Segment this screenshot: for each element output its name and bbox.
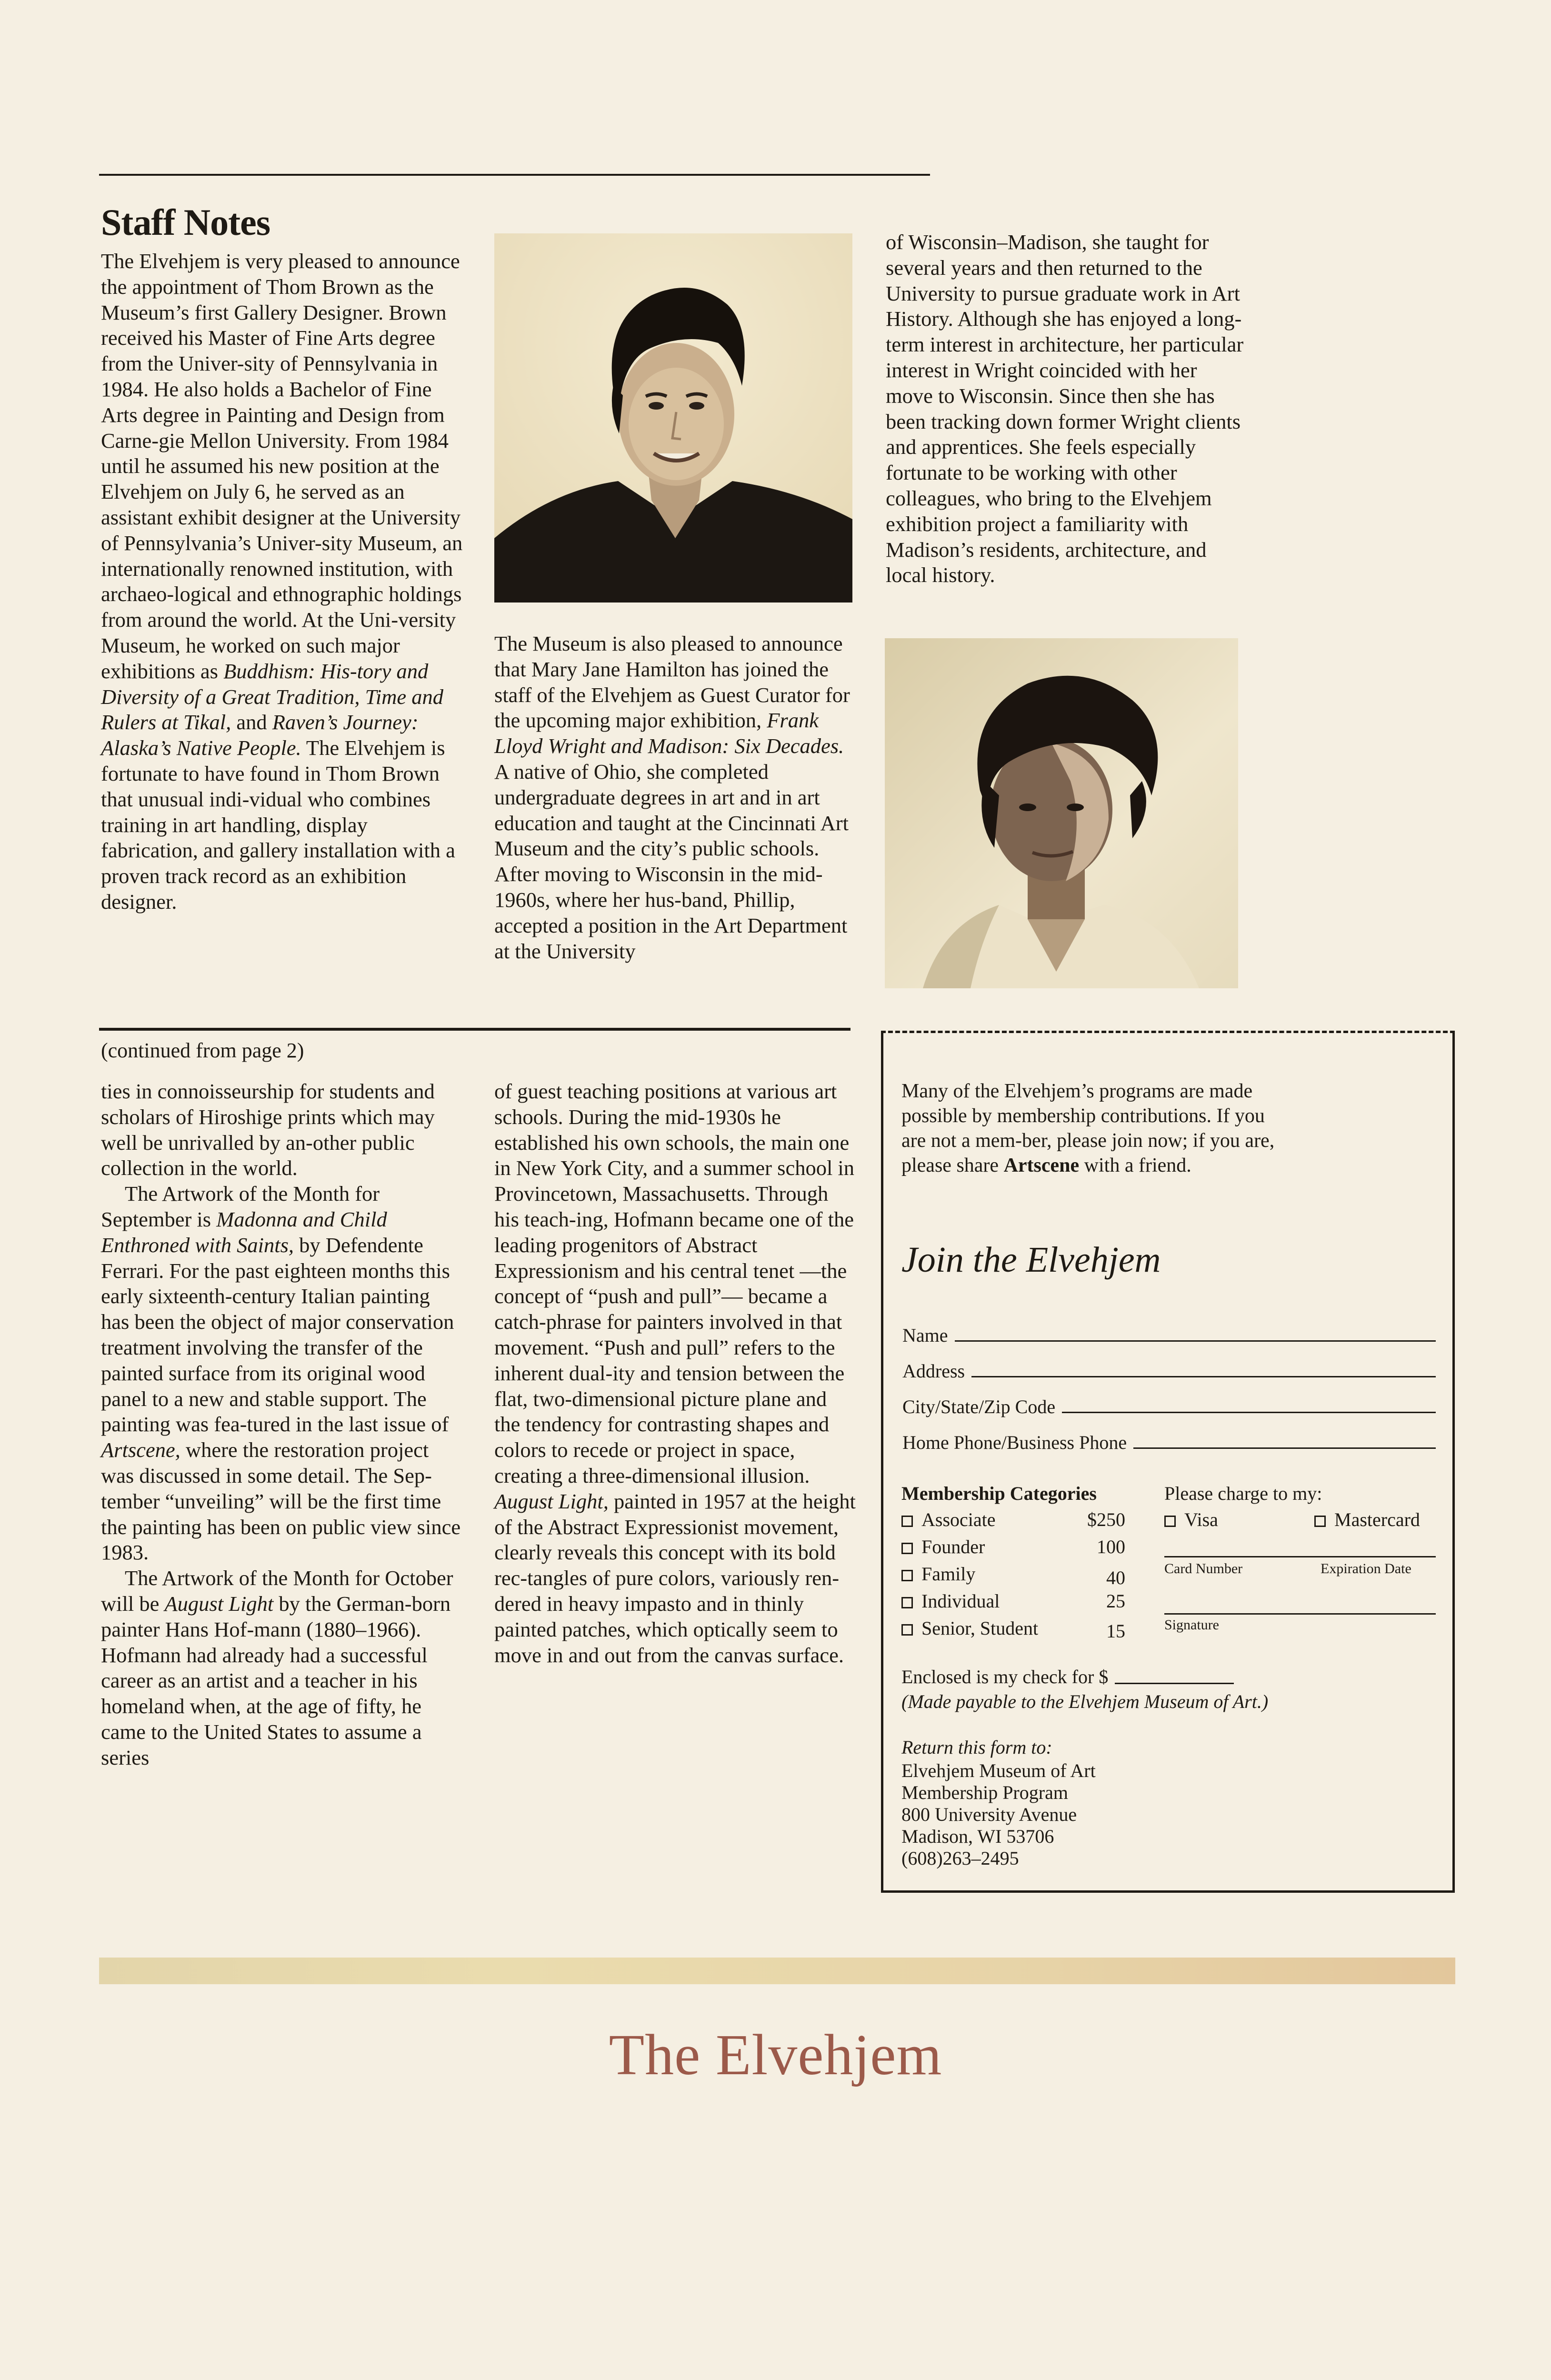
- signature-line[interactable]: [1164, 1613, 1436, 1615]
- checkbox-icon[interactable]: [1314, 1516, 1326, 1527]
- continued-column-1: ties in connoisseurship for students and scholars of Hiroshige prints which may well be unrivalled by an-other public collection in the world. The Artwork of the Month for September is Madonna and Child Enthroned with Saints, by Defendente Ferrari. For the past eighteen months this early sixteenth-century Italian painting has been the object of major conservation treatment involving the transfer of the painted surface from its original wood panel to a new and stable support. The painting was fea-tured in the last issue of Artscene, where the restoration project was discussed in some detail. The Sep-tember “unveiling” will be the first time the painting has been on public view since 1983. The Artwork of the Month for October will be August Light by the German-born painter Hans Hof-mann (1880–1966). Hofmann had already had a successful career as an artist and a teacher in his homeland when, at the age of fifty, he came to the United States to assume a series: [101, 1079, 461, 1769]
- card-number-line[interactable]: [1164, 1556, 1436, 1557]
- expiration-label: Expiration Date: [1321, 1561, 1411, 1577]
- city-state-zip-input-line[interactable]: [1062, 1412, 1436, 1413]
- return-label: Return this form to:: [901, 1737, 1052, 1758]
- top-rule: [99, 174, 930, 176]
- category-individual[interactable]: Individual 25: [901, 1590, 1125, 1617]
- membership-categories-heading: Membership Categories: [901, 1483, 1097, 1504]
- checkbox-icon[interactable]: [901, 1516, 913, 1527]
- payable-note: (Made payable to the Elvehjem Museum of Art.): [901, 1691, 1269, 1712]
- category-associate[interactable]: Associate $250: [901, 1508, 1125, 1535]
- checkbox-icon[interactable]: [901, 1624, 913, 1636]
- address-input-line[interactable]: [971, 1376, 1436, 1377]
- join-title: Join the Elvehjem: [901, 1240, 1161, 1280]
- mastercard-option[interactable]: Mastercard: [1314, 1508, 1420, 1535]
- signature-label: Signature: [1164, 1617, 1219, 1633]
- category-senior-student[interactable]: Senior, Student 15: [901, 1617, 1125, 1644]
- category-founder[interactable]: Founder 100: [901, 1536, 1125, 1562]
- return-address: Elvehjem Museum of Art Membership Program 800 University Avenue Madison, WI 53706 (608)263–2495: [901, 1760, 1096, 1869]
- photo-thom-brown: [494, 233, 852, 603]
- staff-notes-column-3: of Wisconsin–Madison, she taught for several years and then returned to the University to pursue graduate work in Art History. Although she has enjoyed a long-term interest in architecture, her particular interest in Wright coincided with her move to Wisconsin. Since then she has been tracking down former Wright clients and apprentices. She feels especially fortunate to be working with other colleagues, who bring to the Elvehjem exhibition project a familiarity with Madison’s residents, architecture, and local history.: [886, 230, 1244, 587]
- checkbox-icon[interactable]: [901, 1570, 913, 1581]
- footer-title: The Elvehjem: [609, 2023, 942, 2087]
- name-input-line[interactable]: [955, 1340, 1436, 1342]
- phone-field[interactable]: Home Phone/Business Phone: [902, 1430, 1436, 1454]
- checkbox-icon[interactable]: [901, 1597, 913, 1608]
- city-state-zip-field[interactable]: City/State/Zip Code: [902, 1394, 1436, 1418]
- enclosed-check-line[interactable]: Enclosed is my check for $: [901, 1666, 1234, 1688]
- staff-notes-heading: Staff Notes: [101, 201, 270, 243]
- charge-heading: Please charge to my:: [1164, 1483, 1322, 1504]
- continued-column-2: of guest teaching positions at various art schools. During the mid-1930s he established his own schools, the main one in New York City, and a summer school in Provincetown, Massachusetts. Through his teach-ing, Hofmann became one of the leading progenitors of Abstract Expressionism and his central tenet —the concept of “push and pull”— became a catch-phrase for painters involved in that movement. “Push and pull” refers to the inherent dual-ity and tension between the flat, two-dimensional picture plane and the tendency for contrasting shapes and colors to recede or project in space, creating a three-dimensional illusion. August Light, painted in 1957 at the height of the Abstract Expressionist movement, clearly reveals this concept with its bold rec-tangles of pure colors, variously ren-dered in heavy impasto and in thinly painted patches, which optically seem to move in and out from the canvas surface.: [494, 1079, 856, 1667]
- address-field[interactable]: Address: [902, 1358, 1436, 1382]
- category-family[interactable]: Family 40: [901, 1563, 1125, 1589]
- name-field[interactable]: Name: [902, 1323, 1436, 1346]
- portrait-man-image: [494, 233, 852, 603]
- staff-notes-column-1: The Elvehjem is very pleased to announce the appointment of Thom Brown as the Museum’s first Gallery Designer. Brown received his Master of Fine Arts degree from the Univer-sity of Pennsylvania in 1984. He also holds a Bachelor of Fine Arts degree in Painting and Design from Carne-gie Mellon University. From 1984 until he assumed his new position at the Elvehjem on July 6, he served as an assistant exhibit designer at the University of Pennsylvania’s Univer-sity Museum, an internationally renowned institution, with archaeo-logical and ethnographic holdings from around the world. At the Uni-versity Museum, he worked on such major exhibitions as Buddhism: His-tory and Diversity of a Great Tradition, Time and Rulers at Tikal, and Raven’s Journey: Alaska’s Native People. The Elvehjem is fortunate to have found in Thom Brown that unusual indi-vidual who combines training in art handling, display fabrication, and gallery installation with a proven track record as an exhibition designer.: [101, 249, 463, 914]
- form-intro: Many of the Elvehjem’s programs are made possible by membership contributions. If you are not a mem-ber, please join now; if you are, please share Artscene with a friend.: [901, 1080, 1275, 1176]
- continued-label: (continued from page 2): [101, 1039, 304, 1062]
- checkbox-icon[interactable]: [1164, 1516, 1176, 1527]
- phone-input-line[interactable]: [1133, 1447, 1436, 1449]
- middle-rule: [99, 1028, 851, 1031]
- card-number-label: Card Number: [1164, 1561, 1243, 1577]
- staff-notes-column-2: The Museum is also pleased to announce that Mary Jane Hamilton has joined the staff of the Elvehjem as Guest Curator for the upcoming major exhibition, Frank Lloyd Wright and Madison: Six Decades. A native of Ohio, she completed undergraduate degrees in art and in art education and taught at the Cincinnati Art Museum and the city’s public schools. After moving to Wisconsin in the mid-1960s, where her hus-band, Phillip, accepted a position in the Art Department at the University: [494, 632, 850, 963]
- checkbox-icon[interactable]: [901, 1543, 913, 1554]
- visa-option[interactable]: Visa: [1164, 1508, 1218, 1535]
- portrait-woman-image: [885, 638, 1238, 988]
- check-amount-line[interactable]: [1115, 1683, 1234, 1684]
- decorative-stripe: [99, 1958, 1455, 1984]
- photo-mary-jane-hamilton: [885, 638, 1238, 988]
- membership-form: [881, 1032, 1455, 1893]
